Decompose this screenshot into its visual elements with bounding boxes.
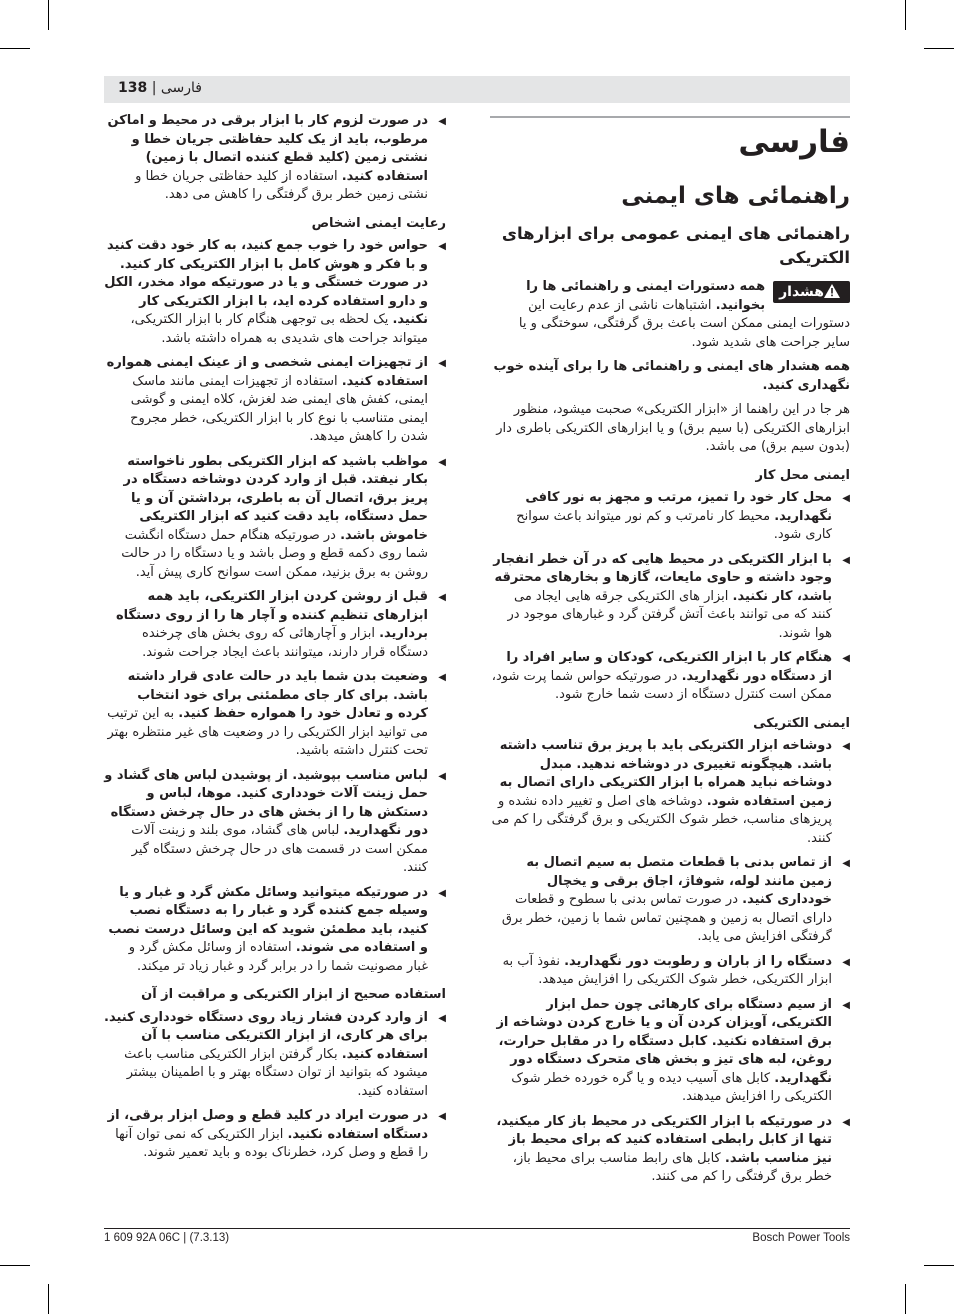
page-header [118,80,202,96]
warning-block [490,278,850,352]
item-bold: دستگاه را از باران و رطوبت دور نگهدارید. [564,953,832,969]
warning-badge [773,281,850,303]
page-header-bar [104,76,850,103]
item-text: محیط کار نامرتب و کم نور میتواند باعث سوانح کاری شود. [516,508,832,542]
electrical-heading: ایمنی الکتریکی [753,715,850,731]
section-title: راهنمائی های ایمنی [621,183,850,209]
list-item [104,668,446,761]
list-item [490,953,850,990]
warning-triangle-icon [824,284,840,298]
header-separator: | [151,80,157,96]
keep-instructions: همه هشدار های ایمنی و راهنمائی ها را برای آینده خوب نگهداری کنید. [493,359,850,393]
item-text: در صورت تماس بدنی با سطوح و قطعات دارای اتصال به زمین و همچنین تماس شما با زمین، خطر برق گرفتگی افزایش می یابد. [501,892,832,944]
crop-mark [905,1284,906,1314]
personal-safety-list [104,237,446,976]
header-language: فارسی [160,80,202,96]
item-bold: محل کار خود را تمیز، مرتب و مجهز به نور کافی نگهدارید. [525,490,832,524]
item-bold: از تماس بدنی با قطعات متصل به سیم اتصال به زمین مانند لوله، شوفاژ، اجاق برقی و یخچال خودداری کنید. [526,855,832,907]
list-item [104,1009,446,1102]
item-text: یک لحظه بی توجهی هنگام کار با ابزار الکتریکی، میتواند جراحت های شدیدی به همراه داشته باشد. [130,312,428,346]
crop-mark [48,0,49,30]
crop-mark [48,1284,49,1314]
list-item [104,354,446,447]
subsection-title: راهنمائی های ایمنی عمومی برای ابزارهای الکتریکی [501,224,850,267]
item-bold: در صورت ایراد در کلید قطع و وصل ابزار برقی، از دستگاه استفاده نکنید. [107,1108,428,1142]
list-item [490,1113,850,1187]
item-bold: لباس مناسب بپوشید. از پوشیدن لباس های گشاد و حمل زینت آلات خودداری کنید. موها، لباس و دستکش ها را از بخش های در حال چرخش دستگاه دور نگهدارید. [104,767,428,838]
item-text: ابزار و آچارهائی که روی بخش های چرخنده دستگاه قرار دارند، میتوانند باعث ایجاد جراحت شوند. [142,626,428,660]
item-bold: از وارد کردن فشار زیاد روی دستگاه خودداری کنید. برای هر کاری، از ابزار الکتریکی مناسب با آن استفاده کنید. [104,1009,428,1062]
warning-bold: همه دستورات ایمنی و راهنمائی ها را بخوانید. [526,279,766,313]
item-text: استفاده از کلید حفاظتی جریان خطا و نشتی زمین خطر برق گرفتگی را کاهش می دهد. [135,168,428,202]
tool-use-heading: استفاده صحیح از ابزار الکتریکی و مراقبت از آن [141,987,446,1002]
tool-use-list [104,1009,446,1163]
list-item [104,884,446,977]
crop-mark [0,48,30,49]
list-item [104,453,446,583]
item-text: کابل های آسیب دیده و یا گره خورده خطر شوک الکتریکی را افزایش میدهند. [511,1070,832,1104]
continued-list [104,112,446,205]
item-bold: هنگام کار با ابزار الکتریکی، کودکان و سایر افراد را از دستگاه دور نگهدارید. [506,650,832,684]
item-text: کابل های رابط مناسب برای محیط باز، خطر برق گرفتگی را کم می کنند. [512,1150,832,1184]
list-item [490,737,850,848]
item-text: دوشاخه های اصل و تغییر داده نشده و پریزهای مناسب، خطر شوک الکتریکی و برق گرفتگی را کم می کنند. [491,793,832,846]
item-text: بکار گرفتن ابزار الکتریکی مناسب باعث میشود که بتوانید از توان دستگاه بهتر و با اطمینان بیشتر استفاده کنید. [124,1046,428,1099]
item-text: در صورتیکه هنگام حمل دستگاه انگشت شما روی دکمه قطع و وصل باشد و یا دستگاه را در حالت روشن به برق بزنید، ممکن است سوانح کاری پیش آید. [121,527,428,580]
list-item [490,551,850,644]
personal-safety-heading: رعایت ایمنی اشخاص [311,215,446,231]
page-title: فارسی [738,124,850,160]
item-bold: در صورتیکه میتوانید وسائل مکش گرد و غبار و یا وسیله جمع کننده گرد و غبار را به دستگاه نصب کنید، باید مطمئن شوید که این وسائل درست نصب و استفاده می شوند. [108,884,428,955]
item-bold: دوشاخه ابزار الکتریکی باید با پریز برق تناسب داشته باشد. هیچگونه تغییری در دوشاخه ندهید. مبدل دوشاخه نباید همراه با ابزار الکتریکی دارای اتصال به زمین استفاده شود. [499,738,832,809]
list-item [104,112,446,205]
item-bold: از تجهیزات ایمنی شخصی و از عینک ایمنی همواره استفاده کنید. [106,355,428,389]
right-column [490,112,850,1193]
item-text: لباس های گشاد، موی بلند و زینت آلات ممکن است در قسمت های در حال چرخش دستگاه گیر کنند. [131,823,428,875]
list-item [490,489,850,545]
footer-rule [104,1228,850,1229]
list-item [104,588,446,662]
item-bold: در صورت لزوم کار با ابزار برقی در محیط و اماکن مرطوب، باید از یک کلید حفاظتی جریان خطا و نشتی زمین (کلید قطع کننده اتصال با زمین) استفاده کنید. [107,113,428,184]
definition-paragraph: هر جا در این راهنما از «ابزار الکتریکی» صحبت میشود، منظور ابزارهای الکتریکی (با سیم برق) و یا ابزارهای الکتریکی باطری دار (بدون سیم برق) می باشد. [496,402,850,454]
item-bold: مواظب باشید که ابزار الکتریکی بطور ناخواسته بکار نیفتد. قبل از وارد کردن دوشاخه دستگاه در پریز برق، اتصال آن به باطری، برداشتن آن و یا حمل دستگاه، باید دقت کنید که ابزار الکتریکی خاموش باشد. [123,453,428,543]
crop-mark [924,1265,954,1266]
item-text: در صورتیکه حواس شما پرت شود، ممکن است کنترل دستگاه از دست شما خارج شود. [491,668,832,702]
item-text: ابزار های الکتریکی جرقه هایی ایجاد می کنند که می توانند باعث آتش گرفتن گرد و غبارهای موجود در هوا شوند. [507,588,832,641]
item-text: نفوذ آب به ابزار الکتریکی، خطر شوک الکتریکی را افزایش میدهد. [502,953,832,987]
item-bold: حواس خود را خوب جمع کنید، به کار خود دقت کنید و با فکر و هوش کامل با ابزار الکتریکی کار کنید. در صورت خستگی و یا در صورتیکه مواد مخدر، الکل و دارو استفاده کرده اید، با ابزار الکتریکی کار نکنید. [104,238,428,327]
list-item [104,237,446,348]
item-text: به این ترتیب می توانید ابزار الکتریکی را در وضعیت های غیر منتظره بهتر تحت کنترل داشته باشید. [107,706,428,758]
item-text: استفاده از تجهیزات ایمنی مانند ماسک ایمنی، کفش های ایمنی ضد لغزش، کلاه ایمنی و گوشی ایمنی متناسب با نوع کار با ابزار الکتریکی، خطر مجروح شدن را کاهش میدهد. [130,373,428,444]
item-bold: در صورتیکه با ابزار الکتریکی در محیط باز کار میکنید، تنها از کابل رابطی استفاده کنید که برای محیط باز نیز مناسب باشد. [496,1113,832,1166]
item-bold: با ابزار الکتریکی در محیط هایی که در آن خطر انفجار وجود داشته و حاوی مایعات، گازها و بخارهای محترقه باشد، کار نکنید. [493,551,832,604]
footer-doc-code: 1 609 92A 06C | (7.3.13) [104,1232,230,1244]
list-item [490,649,850,705]
crop-mark [924,48,954,49]
electrical-list [490,737,850,1187]
work-area-heading: ایمنی محل کار [755,467,850,483]
page-number: 138 [118,80,148,96]
warning-text: اشتباهات ناشی از عدم رعایت این دستورات ایمنی ممکن است باعث برق گرفتگی، سوختگی و یا سایر جراحت های شدید شود. [518,297,850,350]
list-item [490,854,850,947]
work-area-list [490,489,850,705]
item-bold: قبل از روشن کردن ابزار الکتریکی، باید همه ابزارهای تنظیم کننده و آچار ها را از روی دستگاه بردارید. [115,589,428,641]
list-item [104,1107,446,1163]
list-item [490,996,850,1107]
warning-label: هشدار [779,284,824,300]
item-bold: وضعیت بدن شما باید در حالت عادی قرار داشته باشد. برای کار جای مطمئنی برای خود انتخاب کرده و تعادل خود را همواره حفظ کنید. [127,669,428,721]
crop-mark [0,1265,30,1266]
left-column [104,112,446,1169]
list-item [104,767,446,878]
crop-mark [905,0,906,30]
item-bold: از سیم دستگاه برای کارهائی چون حمل ابزار الکتریکی، آویزان کردن آن و یا خارج کردن دوشاخه از برق استفاده نکنید. کابل دستگاه را در مقابل حرارت، روغن، لبه های تیز و بخش های متحرک دستگاه دور نگهدارید. [496,996,832,1086]
item-text: استفاده از وسائل مکش گرد و غبار مصونیت شما را در برابر گرد و غبار زیاد تر میکند. [128,940,428,974]
title-rule [490,116,850,118]
item-text: ابزار الکتریکی که نمی توان آنها را قطع و وصل کرد، خطرناک بوده و باید تعمیر شوند. [115,1126,428,1160]
footer-brand: Bosch Power Tools [752,1232,850,1244]
